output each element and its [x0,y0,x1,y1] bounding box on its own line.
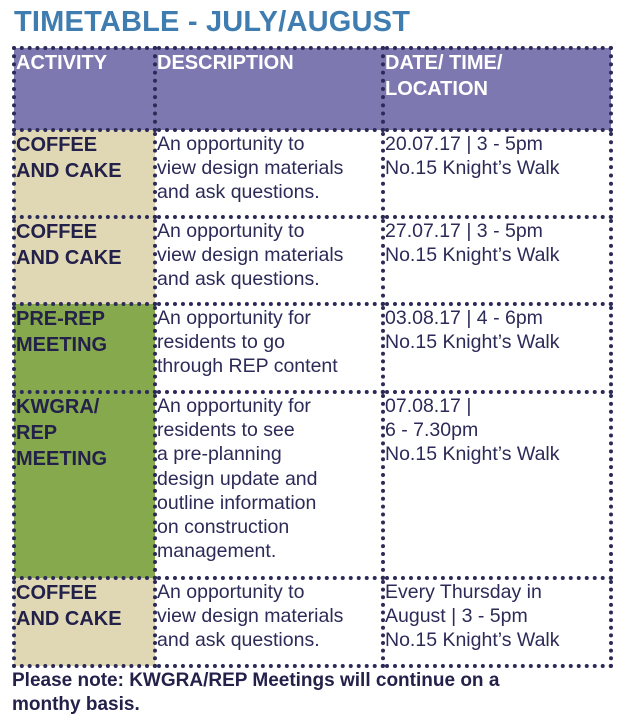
activity-line: KWGRA/ [16,396,100,418]
activity-cell [14,130,155,217]
activity-cell [14,392,155,578]
description-line: An opportunity for [157,307,311,329]
date-cell [383,578,611,666]
description-line: and ask questions. [157,629,320,652]
date-line: Every Thursday in [385,581,542,603]
description-cell [155,217,383,304]
date-cell [383,217,611,304]
description-cell [155,392,383,578]
date-line: 03.08.17 | 4 - 6pm [385,307,543,329]
table-row [14,304,611,392]
activity-line: COFFEE [16,221,98,243]
description-line: design update and [157,467,318,490]
description-cell [155,578,383,666]
description-cell [155,130,383,217]
description-line: An opportunity to [157,581,305,603]
activity-cell [14,304,155,392]
date-line: 27.07.17 | 3 - 5pm [385,220,543,242]
date-cell [383,304,611,392]
description-line: on construction [157,516,290,539]
activity-line: REP [16,422,58,444]
activity-line: MEETING [16,448,108,470]
header-date [383,48,611,130]
table-row [14,217,611,304]
description-line: outline information [157,491,317,514]
description-line: view design materials [157,605,344,628]
date-line: No.15 Knight’s Walk [385,443,560,466]
activity-line: MEETING [16,334,108,356]
page-title: TIMETABLE - JULY/AUGUST [14,6,411,38]
description-line: An opportunity to [157,133,305,155]
date-line: 6 - 7.30pm [385,419,479,442]
header-date-line-1: DATE/ TIME/ [385,52,503,74]
description-line: through REP content [157,355,338,378]
timetable [12,46,613,668]
description-line: management. [157,540,277,563]
date-line: No.15 Knight’s Walk [385,244,560,267]
description-line: and ask questions. [157,268,320,291]
description-line: view design materials [157,157,344,180]
date-line: No.15 Knight’s Walk [385,629,560,652]
activity-line: AND CAKE [16,160,122,182]
header-date-line-2: LOCATION [385,78,488,100]
date-line: 07.08.17 | [385,395,472,417]
footnote-line: Please note: KWGRA/REP Meetings will continue on a [12,670,500,691]
date-line: No.15 Knight’s Walk [385,331,560,354]
footnote [12,669,612,717]
table-row [14,130,611,217]
description-line: and ask questions. [157,181,320,204]
date-line: 20.07.17 | 3 - 5pm [385,133,543,155]
header-row [14,48,611,130]
description-line: residents to see [157,419,295,442]
header-activity: ACTIVITY [14,48,155,130]
date-line: No.15 Knight’s Walk [385,157,560,180]
activity-line: COFFEE [16,582,98,604]
description-line: view design materials [157,244,344,267]
description-line: An opportunity to [157,220,305,242]
description-line: An opportunity for [157,395,311,417]
activity-cell [14,217,155,304]
activity-line: AND CAKE [16,608,122,630]
description-line: residents to go [157,331,285,354]
activity-cell [14,578,155,666]
description-line: a pre-planning [157,443,282,466]
footnote-line: monthy basis. [12,694,140,715]
description-cell [155,304,383,392]
date-line: August | 3 - 5pm [385,605,528,628]
date-cell [383,130,611,217]
table-row [14,578,611,666]
table-row [14,392,611,578]
activity-line: PRE-REP [16,308,105,330]
activity-line: COFFEE [16,134,98,156]
header-description: DESCRIPTION [155,48,383,130]
date-cell [383,392,611,578]
activity-line: AND CAKE [16,247,122,269]
